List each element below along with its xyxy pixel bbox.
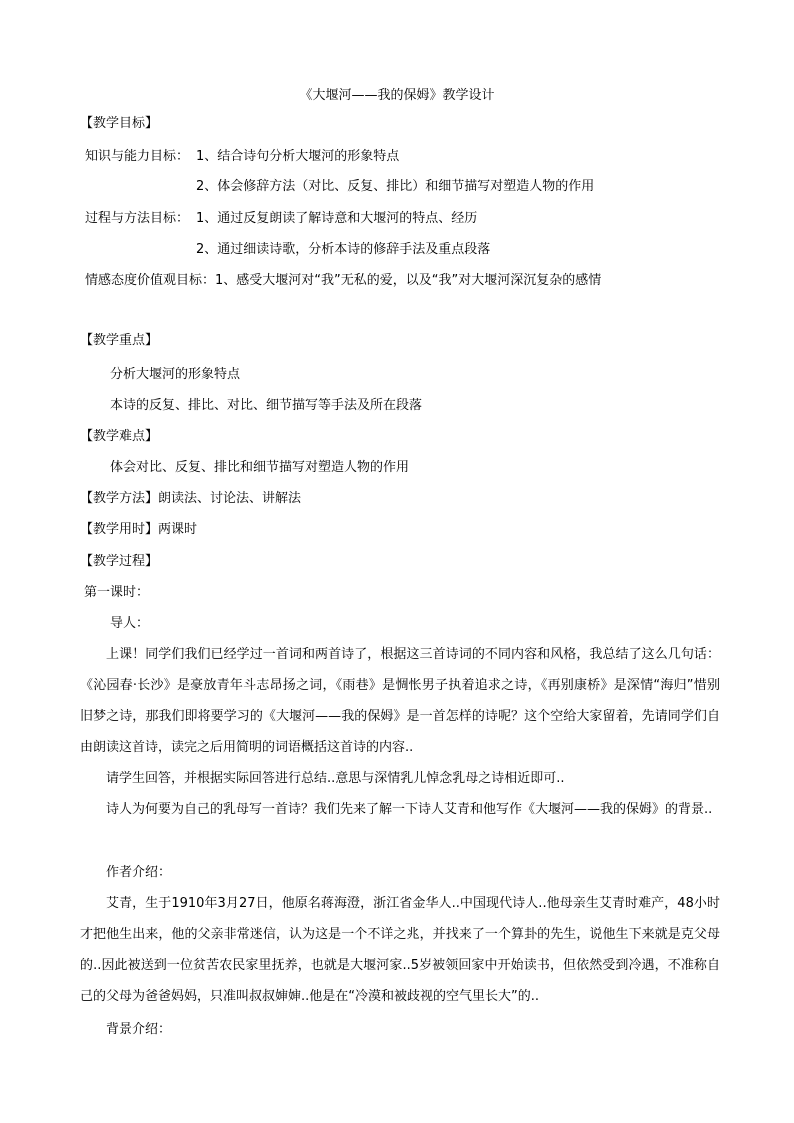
document-title: 《大堰河——我的保姆》教学设计 [299,88,495,103]
knowledge-goal-2: 2、体会修辞方法（对比、反复、排比）和细节描写对塑造人物的作用 [196,179,595,194]
knowledge-goal-label: 知识与能力目标： [85,149,190,164]
difficulty-item-1: 体会对比、反复、排比和细节描写对塑造人物的作用 [110,460,410,475]
intro-paragraph: 上课！同学们我们已经学过一首词和两首诗了，根据这三首诗词的不同内容和风格，我总结了这么几句话：《沁园春·长沙》是豪放青年斗志昂扬之词，《雨巷》是惆怅男子执着追求之诗，《再别康桥》是深情“海归”惜别旧梦之诗，那我们即将要学习的《大堰河——我的保姆》是一首怎样的诗呢？这个空给大家留着，先请同学们自由朗读这首诗，读完之后用简明的词语概括这首诗的内容.. [80,647,720,755]
process-goal-1: 1、通过反复朗读了解诗意和大堰河的特点、经历 [196,211,478,226]
student-answer-paragraph: 请学生回答，并根据实际回答进行总结..意思与深情乳儿悼念乳母之诗相近即可.. [106,771,565,786]
why-poem-paragraph: 诗人为何要为自己的乳母写一首诗？我们先来了解一下诗人艾青和他写作《大堰河——我的保姆》的背景.. [106,802,713,817]
key-points-heading: 【教学重点】 [80,333,159,348]
teaching-goals-heading: 【教学目标】 [80,116,159,131]
emotion-goal: 情感态度价值观目标：1、感受大堰河对“我”无私的爱，以及“我”对大堰河深沉复杂的感情 [85,273,602,288]
background-intro-label: 背景介绍： [106,1022,172,1037]
difficulty-heading: 【教学难点】 [80,429,159,444]
author-paragraph: 艾青，生于1910年3月27日，他原名蒋海澄，浙江省金华人..中国现代诗人..他母亲生艾青时难产，48小时才把他生出来，他的父亲非常迷信，认为这是一个不详之兆，并找来了一个算卦的先生，说他生下来就是克父母的..因此被送到一位贫苦农民家里抚养，也就是大堰河家..5岁被领回家中开始读书，但依然受到冷遇，不准称自己的父母为爸爸妈妈，只准叫叔叔婶婶..他是在“冷漠和被歧视的空气里长大”的.. [80,896,720,1004]
key-point-1: 分析大堰河的形象特点 [110,367,241,382]
key-point-2: 本诗的反复、排比、对比、细节描写等手法及所在段落 [110,398,423,413]
lesson-1-label: 第一课时： [84,585,150,600]
teaching-process-heading: 【教学过程】 [80,554,159,569]
process-goal-2: 2、通过细读诗歌，分析本诗的修辞手法及重点段落 [196,242,491,257]
teaching-time: 【教学用时】两课时 [80,522,198,537]
author-intro-label: 作者介绍： [106,865,172,880]
knowledge-goal-1: 1、结合诗句分析大堰河的形象特点 [196,149,400,164]
intro-label: 导人： [110,616,150,631]
process-goal-label: 过程与方法目标： [85,211,190,226]
teaching-method: 【教学方法】朗读法、讨论法、讲解法 [80,491,302,506]
